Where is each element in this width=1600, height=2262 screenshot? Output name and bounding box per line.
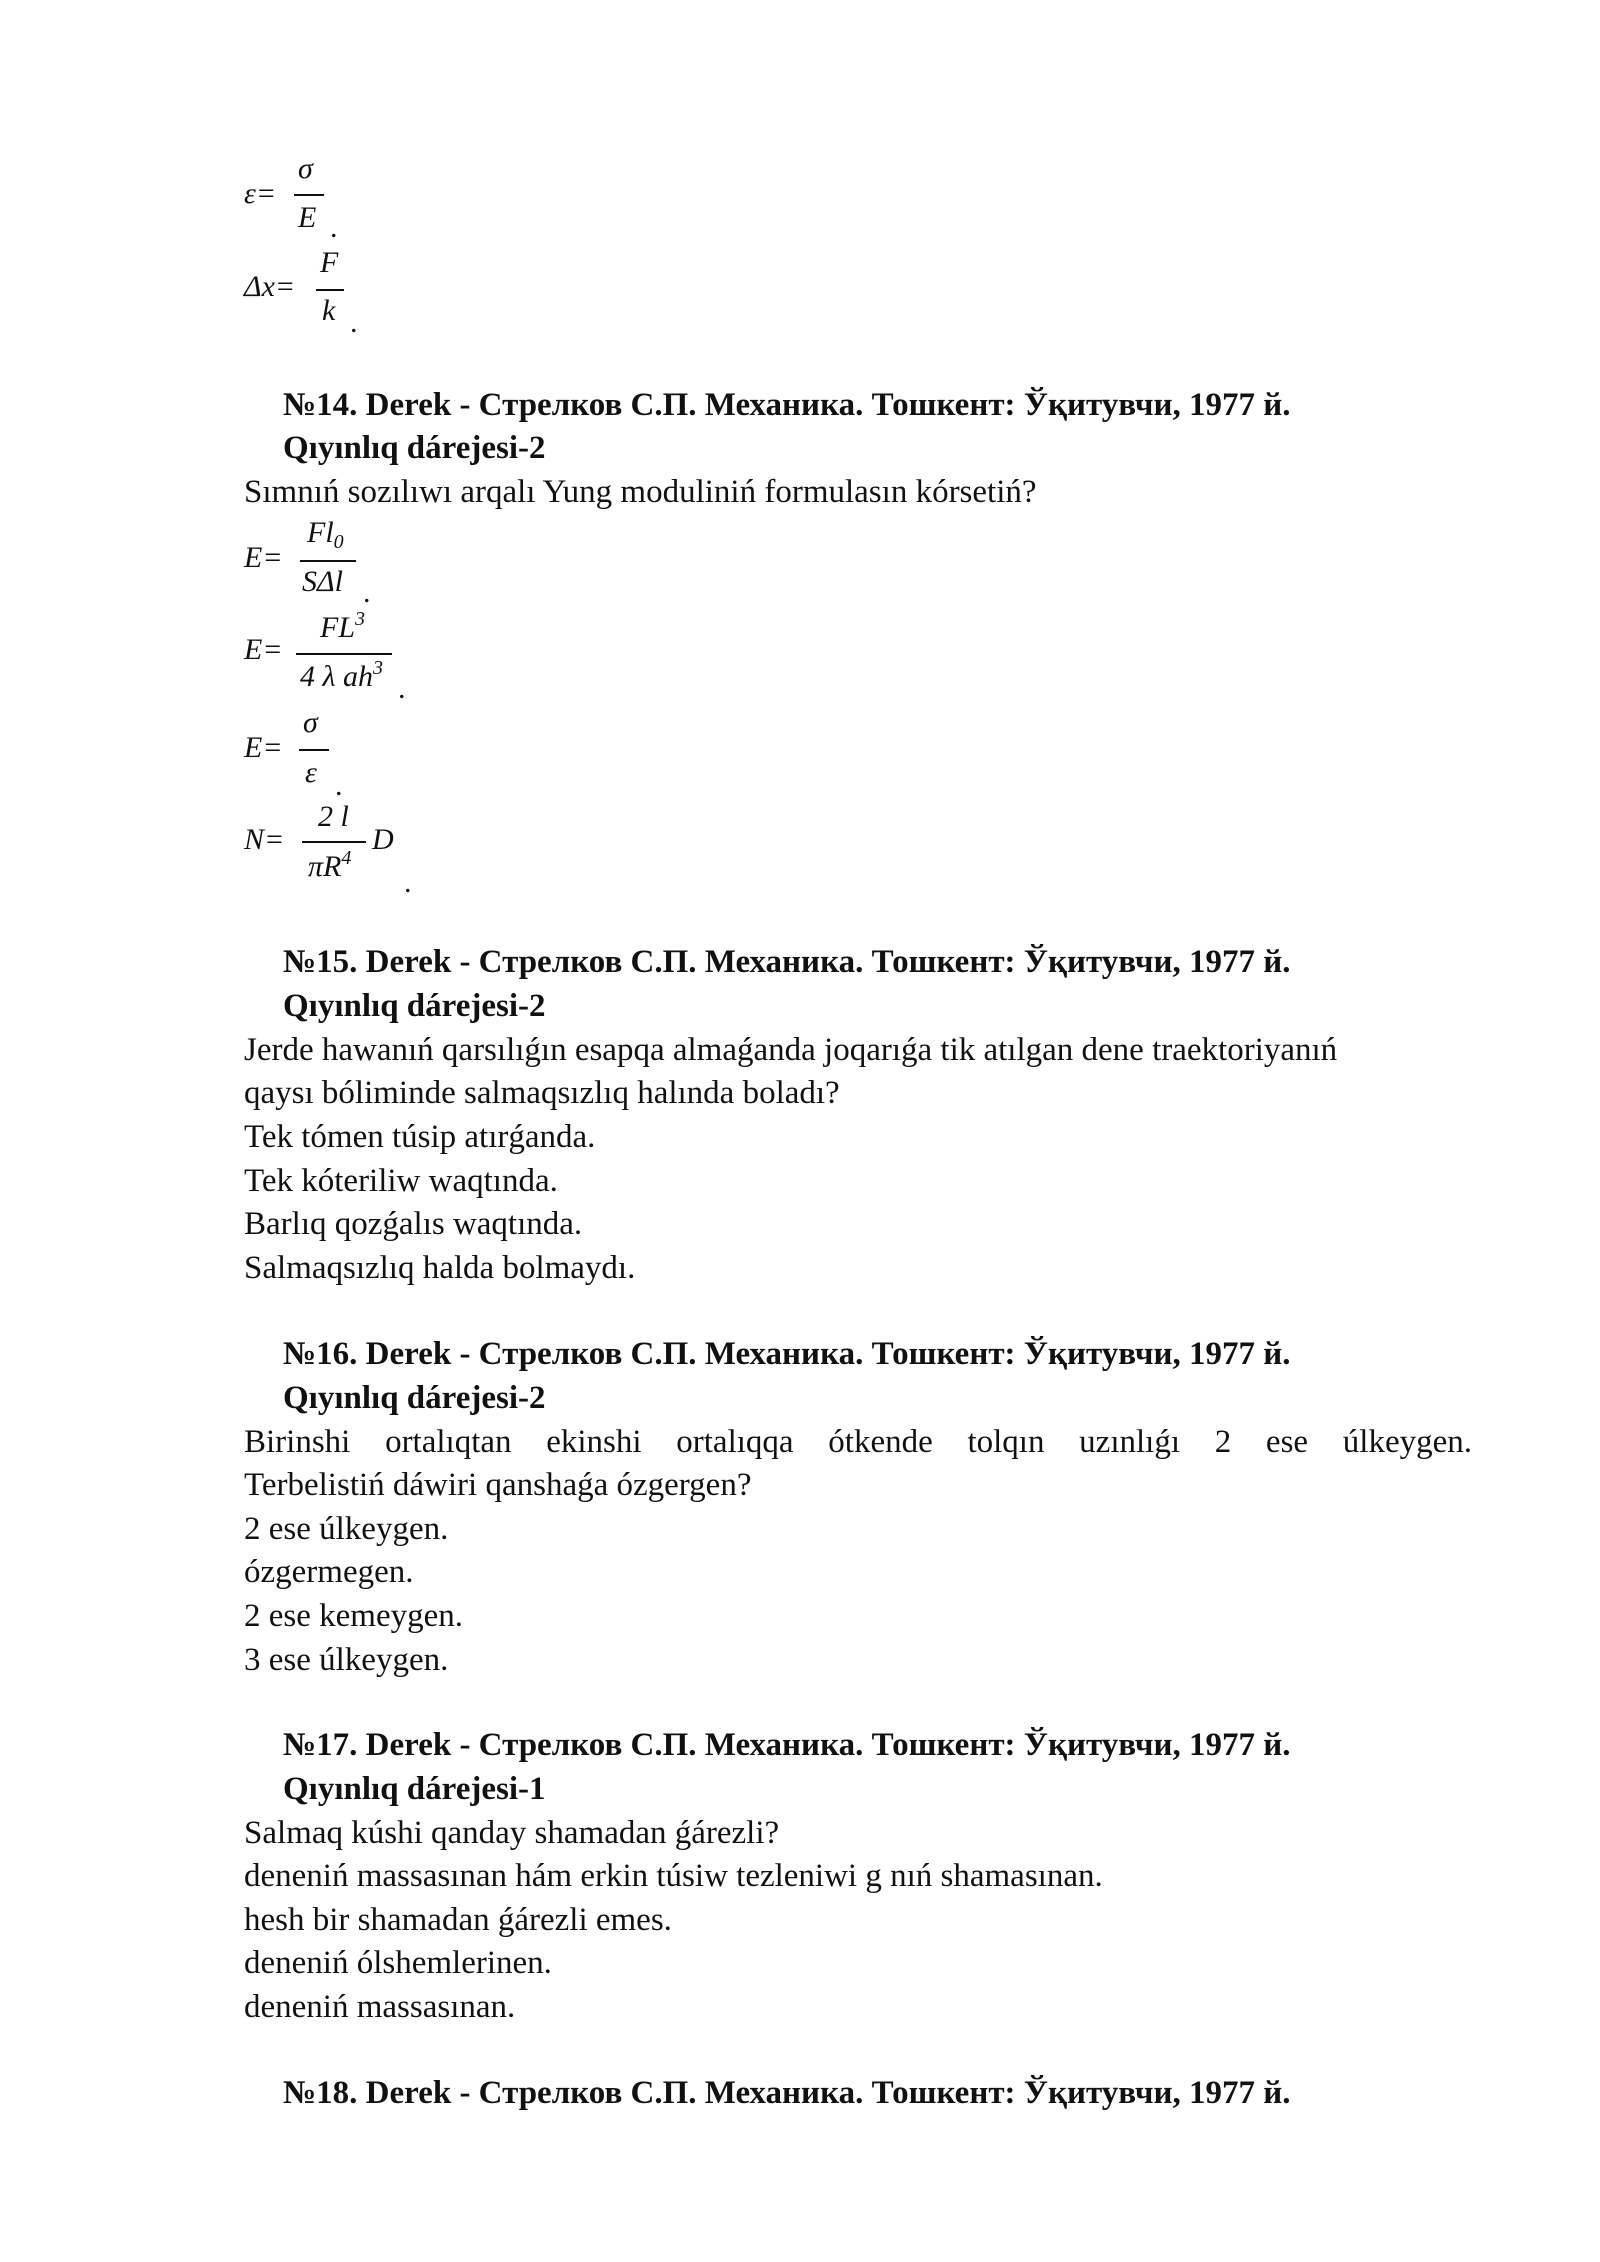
formula-lhs: E= bbox=[244, 731, 283, 764]
q17-title: №17. Derek - Стрелков С.П. Механика. Тошкент: Ўқитувчи, 1977 й. bbox=[283, 1727, 1291, 1763]
formula-period: . bbox=[330, 211, 338, 244]
q15-answer-1: Tek tómen túsip atırǵanda. bbox=[244, 1119, 596, 1155]
formula-numerator: σ bbox=[298, 152, 313, 185]
formula-denominator: SΔl bbox=[302, 565, 343, 598]
q17-difficulty: Qıyınlıq dárejesi-1 bbox=[283, 1771, 546, 1807]
fraction-bar bbox=[299, 749, 329, 751]
formula-lhs: Δx= bbox=[244, 270, 296, 303]
fraction-bar bbox=[302, 841, 366, 843]
q17-answer-3: deneniń ólshemlerinen. bbox=[244, 1945, 552, 1981]
q15-question-line-1: Jerde hawanıń qarsılıǵın esapqa almaǵanda joqarıǵa tik atılgan dene traektoriyanıń bbox=[244, 1032, 1338, 1068]
formula-lhs: N= bbox=[244, 823, 285, 856]
fraction-bar bbox=[300, 560, 356, 562]
q15-answer-4: Salmaqsızlıq halda bolmaydı. bbox=[244, 1250, 636, 1286]
fraction-bar bbox=[296, 653, 392, 655]
q14-difficulty: Qıyınlıq dárejesi-2 bbox=[283, 430, 546, 466]
q17-question: Salmaq kúshi qanday shamadan ǵárezli? bbox=[244, 1815, 780, 1851]
formula-lhs: E= bbox=[244, 541, 283, 574]
q15-question-line-2: qaysı bóliminde salmaqsızlıq halında boladı? bbox=[244, 1075, 840, 1111]
fraction-bar bbox=[294, 194, 324, 196]
q15-answer-3: Barlıq qozǵalıs waqtında. bbox=[244, 1206, 583, 1242]
q17-answer-1: deneniń massasınan hám erkin túsiw tezleniwi g nıń shamasınan. bbox=[244, 1858, 1103, 1894]
formula-numerator: $Fl_0$ bbox=[307, 516, 344, 553]
q16-question-line-1: Birinshi ortalıqtan ekinshi ortalıqqa ótkende tolqın uzınlıǵı 2 ese úlkeygen. bbox=[244, 1424, 1472, 1460]
formula-numerator: 2 l bbox=[318, 800, 349, 833]
q16-question-line-2: Terbelistiń dáwiri qanshaǵa ózgergen? bbox=[244, 1467, 752, 1503]
q17-answer-4: deneniń massasınan. bbox=[244, 1989, 516, 2025]
q18-title: №18. Derek - Стрелков С.П. Механика. Тошкент: Ўқитувчи, 1977 й. bbox=[283, 2075, 1291, 2111]
formula-numerator: F bbox=[320, 246, 339, 279]
q16-title: №16. Derek - Стрелков С.П. Механика. Тошкент: Ўқитувчи, 1977 й. bbox=[283, 1336, 1291, 1372]
formula-period: . bbox=[404, 866, 412, 899]
q14-question: Sımnıń sozılıwı arqalı Yung moduliniń formulasın kórsetiń? bbox=[244, 474, 1037, 510]
formula-factor: D bbox=[372, 823, 394, 856]
formula-denominator: E bbox=[298, 201, 317, 234]
formula-period: . bbox=[398, 672, 406, 705]
formula-numerator: $FL^3$ bbox=[320, 608, 366, 644]
q16-answer-2: ózgermegen. bbox=[244, 1554, 414, 1590]
formula-period: . bbox=[363, 576, 371, 609]
q15-answer-2: Tek kóteriliw waqtında. bbox=[244, 1163, 558, 1199]
formula-denominator: ε bbox=[305, 756, 317, 789]
q15-title: №15. Derek - Стрелков С.П. Механика. Тошкент: Ўқитувчи, 1977 й. bbox=[283, 944, 1291, 980]
q15-difficulty: Qıyınlıq dárejesi-2 bbox=[283, 988, 546, 1024]
q16-difficulty: Qıyınlıq dárejesi-2 bbox=[283, 1380, 546, 1416]
formula-lhs: E= bbox=[244, 633, 283, 666]
formula-denominator: k bbox=[322, 294, 336, 327]
fraction-bar bbox=[316, 289, 344, 291]
formula-lhs: ε= bbox=[244, 177, 277, 210]
q17-answer-2: hesh bir shamadan ǵárezli emes. bbox=[244, 1902, 672, 1938]
formula-period: . bbox=[335, 769, 343, 802]
formula-numerator: σ bbox=[303, 706, 318, 739]
q16-answer-3: 2 ese kemeygen. bbox=[244, 1598, 463, 1634]
formula-denominator: 4 λ $ah^3$ bbox=[300, 657, 383, 693]
q16-answer-4: 3 ese úlkeygen. bbox=[244, 1642, 449, 1678]
formula-period: . bbox=[350, 306, 358, 339]
q16-answer-1: 2 ese úlkeygen. bbox=[244, 1511, 449, 1547]
formula-denominator: $\pi R^4$ bbox=[308, 847, 352, 883]
q14-title: №14. Derek - Стрелков С.П. Механика. Тошкент: Ўқитувчи, 1977 й. bbox=[283, 387, 1291, 423]
